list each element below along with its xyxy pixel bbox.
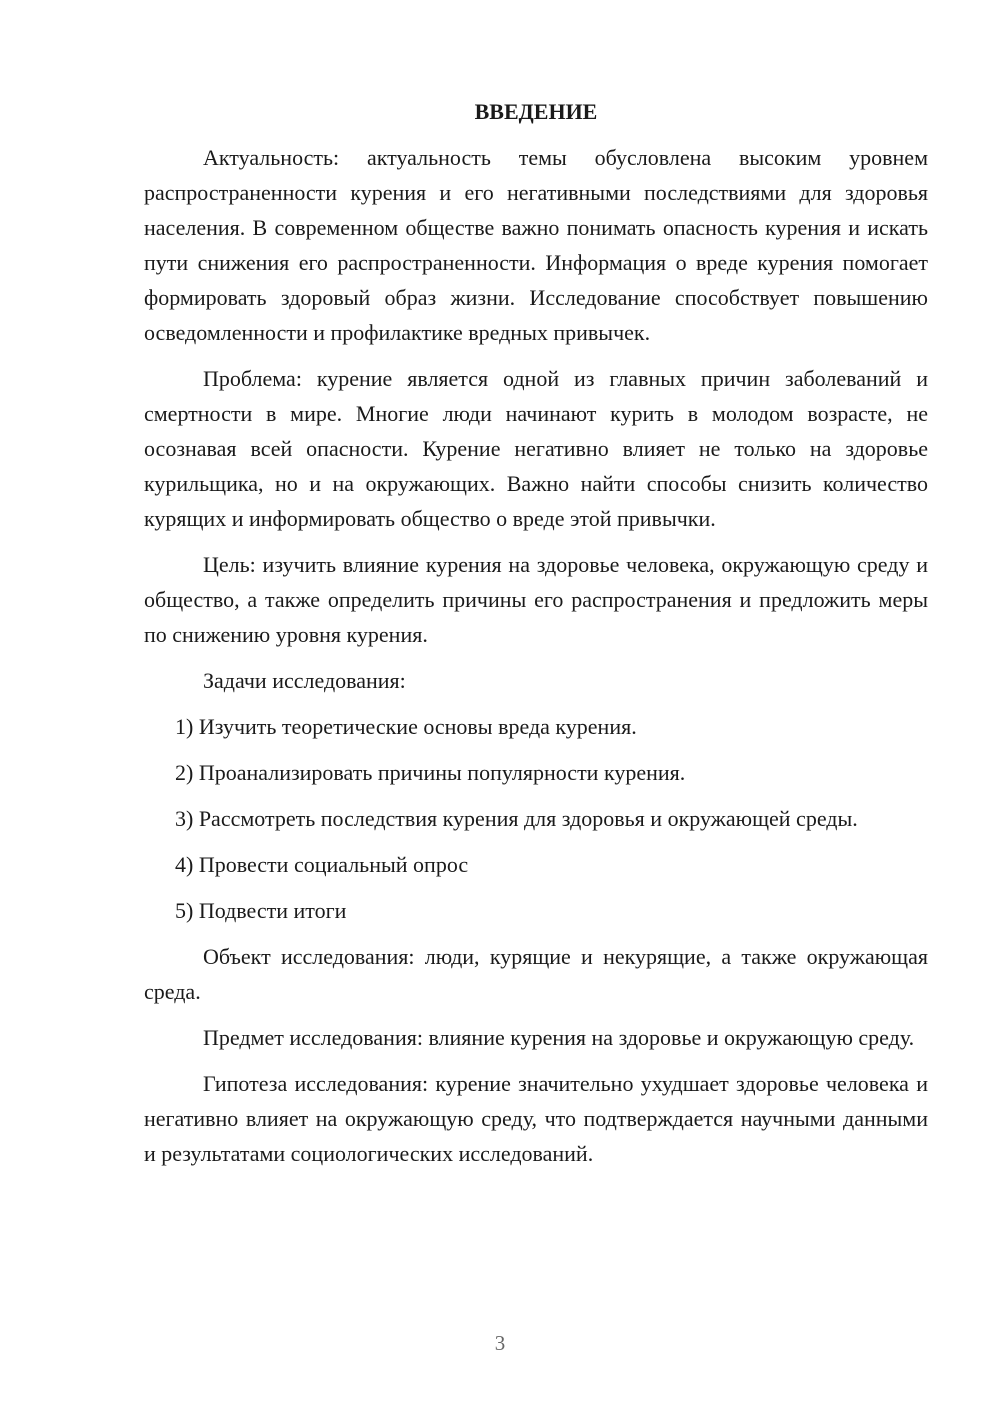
- problem-paragraph: Проблема: курение является одной из главных причин заболеваний и смертности в мире. Многие люди начинают курить в молодом возрасте, не осознавая всей опасности. Курение негативно влияет не только на здоровье курильщика, но и на окружающих. Важно найти способы снизить количество курящих и информировать общество о вреде этой привычки.: [144, 366, 928, 531]
- relevance-paragraph: Актуальность: актуальность темы обусловлена высоким уровнем распространенности курения и его негативными последствиями для здоровья населения. В современном обществе важно понимать опасность курения и искать пути снижения его распространенности. Информация о вреде курения помогает формировать здоровый образ жизни. Исследование способствует повышению осведомленности и профилактике вредных привычек.: [144, 145, 928, 345]
- object-paragraph: Объект исследования: люди, курящие и некурящие, а также окружающая среда.: [144, 944, 928, 1004]
- goal-paragraph: Цель: изучить влияние курения на здоровье человека, окружающую среду и общество, а также определить причины его распространения и предложить меры по снижению уровня курения.: [144, 552, 928, 647]
- document-page: [144, 94, 928, 1182]
- hypothesis-paragraph: Гипотеза исследования: курение значительно ухудшает здоровье человека и негативно влияет на окружающую среду, что подтверждается научными данными и результатами социологических исследований.: [144, 1071, 928, 1166]
- task-item-3: 3) Рассмотреть последствия курения для здоровья и окружающей среды.: [175, 806, 858, 831]
- task-item-4: 4) Провести социальный опрос: [175, 852, 469, 877]
- subject-paragraph: Предмет исследования: влияние курения на здоровье и окружающую среду.: [203, 1025, 915, 1050]
- task-item-5: 5) Подвести итоги: [175, 898, 347, 923]
- task-item-1: 1) Изучить теоретические основы вреда курения.: [175, 714, 637, 739]
- tasks-heading: Задачи исследования:: [203, 668, 406, 693]
- task-item-2: 2) Проанализировать причины популярности курения.: [175, 760, 686, 785]
- page-number: 3: [494, 1331, 506, 1355]
- page-title: ВВЕДЕНИЕ: [474, 99, 598, 124]
